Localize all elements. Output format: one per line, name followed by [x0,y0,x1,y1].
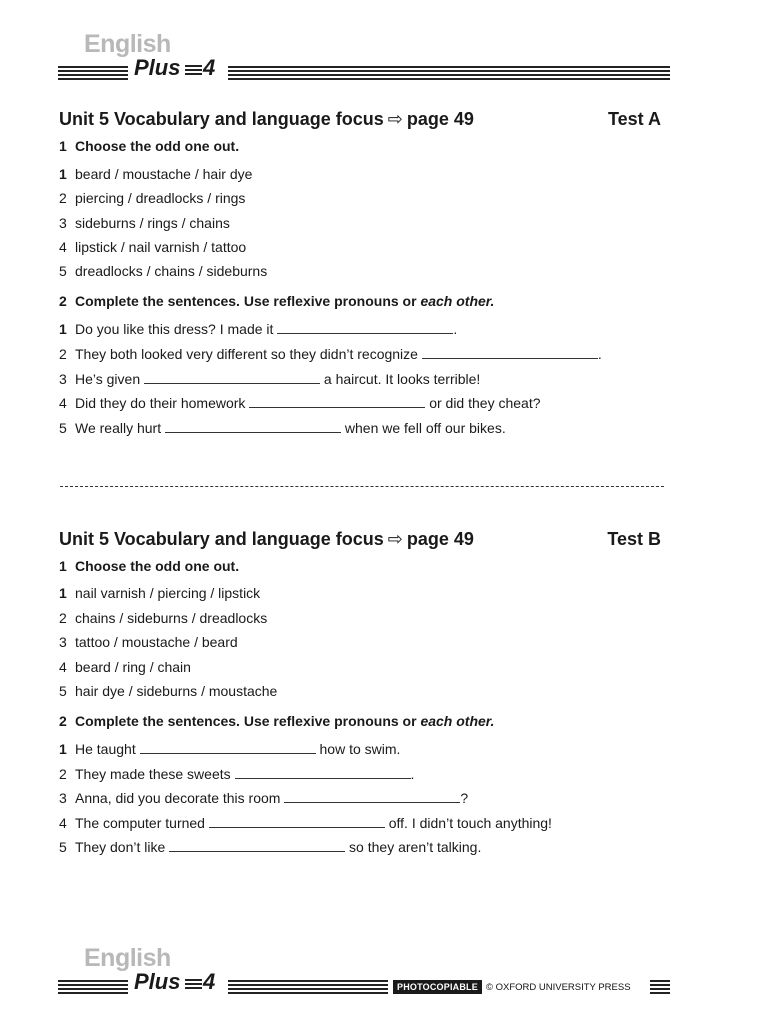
list-item: 1 Do you like this dress? I made it . [59,321,458,337]
logo-rule-end [650,980,670,994]
list-item: 2 piercing / dreadlocks / rings [59,190,246,206]
logo-english-text: English [84,944,171,972]
list-item: 3 sideburns / rings / chains [59,215,230,231]
list-item: 3 Anna, did you decorate this room ? [59,790,469,806]
publisher-copyright: © OXFORD UNIVERSITY PRESS [485,981,631,993]
list-item: 2 They both looked very different so they didn’t recognize . [59,346,602,362]
list-item: 2 chains / sideburns / dreadlocks [59,610,268,626]
test-b-header [59,529,661,555]
list-item: 1 beard / moustache / hair dye [59,166,253,182]
answer-blank[interactable] [209,815,385,828]
answer-blank[interactable] [144,371,320,384]
test-a-ex2-instruction: 2 Complete the sentences. Use reflexive pronouns or each other. [59,293,495,309]
answer-blank[interactable] [422,346,598,359]
logo-rule-left [58,980,128,994]
list-item: 4 lipstick / nail varnish / tattoo [59,239,247,255]
english-plus-logo [58,30,670,78]
list-item: 1 nail varnish / piercing / lipstick [59,585,261,601]
arrow-right-icon: ⇨ [387,109,403,129]
list-item: 2 They made these sweets . [59,766,415,782]
test-a-header [59,109,661,135]
answer-blank[interactable] [140,741,316,754]
logo-equals-mark [185,65,202,77]
logo-level-number: 4 [203,55,216,80]
answer-blank[interactable] [169,839,345,852]
list-item: 5 hair dye / sideburns / moustache [59,683,278,699]
logo-rule-middle [228,980,388,994]
test-b-title: Unit 5 Vocabulary and language focus ⇨ page 49 [59,529,474,549]
list-item: 4 The computer turned off. I didn’t touch anything! [59,815,552,831]
test-a-ex1-instruction: 1 Choose the odd one out. [59,138,240,154]
list-item: 4 beard / ring / chain [59,659,191,675]
logo-level-number: 4 [203,969,216,994]
logo-equals-mark [185,979,202,991]
list-item: 3 tattoo / moustache / beard [59,634,238,650]
test-b-label: Test B [607,529,661,549]
test-a-label: Test A [607,109,661,129]
answer-blank[interactable] [165,420,341,433]
arrow-right-icon: ⇨ [387,529,403,549]
test-b-ex1-instruction: 1 Choose the odd one out. [59,558,240,574]
list-item: 1 He taught how to swim. [59,741,401,757]
list-item: 5 We really hurt when we fell off our bikes. [59,420,506,436]
photocopiable-badge: PHOTOCOPIABLE [393,980,482,994]
answer-blank[interactable] [249,395,425,408]
list-item: 3 He’s given a haircut. It looks terrible! [59,371,481,387]
answer-blank[interactable] [235,766,411,779]
test-a-title: Unit 5 Vocabulary and language focus ⇨ page 49 [59,109,474,129]
list-item: 4 Did they do their homework or did they cheat? [59,395,541,411]
answer-blank[interactable] [284,790,460,803]
copyright-footer [393,979,631,995]
logo-english-text: English [84,30,171,58]
cut-line-divider [60,486,664,487]
logo-rule-left [58,66,128,80]
logo-plus-text: Plus [134,969,181,994]
logo-rule-right [228,66,670,80]
logo-plus-text: Plus [134,55,181,80]
answer-blank[interactable] [277,321,453,334]
list-item: 5 dreadlocks / chains / sideburns [59,263,268,279]
list-item: 5 They don’t like so they aren’t talking. [59,839,482,855]
test-b-ex2-instruction: 2 Complete the sentences. Use reflexive pronouns or each other. [59,713,495,729]
